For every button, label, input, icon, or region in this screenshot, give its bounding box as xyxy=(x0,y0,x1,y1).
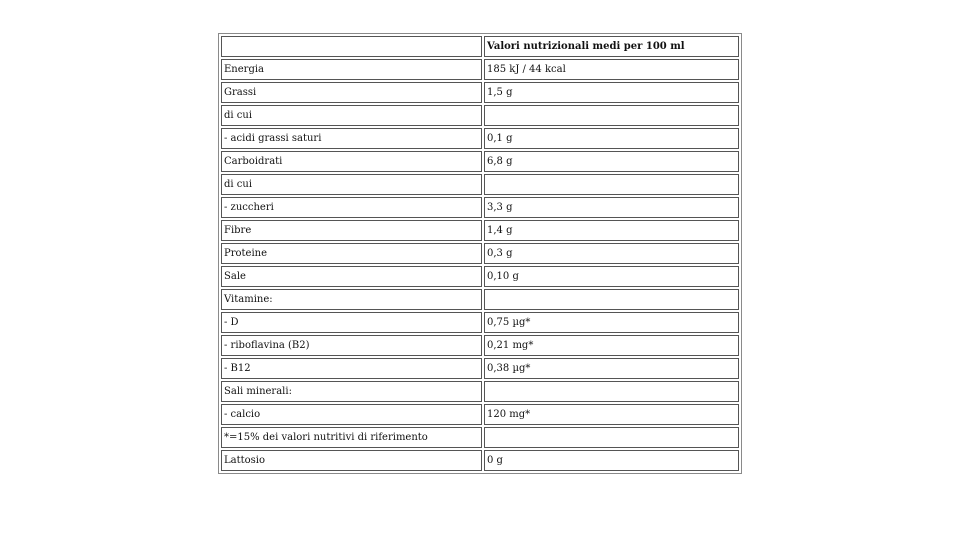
table-row xyxy=(221,427,739,448)
table-row xyxy=(221,381,739,402)
row-label: - calcio xyxy=(221,404,482,425)
table-row xyxy=(221,358,739,379)
row-value xyxy=(484,381,739,402)
nutrition-table xyxy=(218,33,742,474)
row-value: 6,8 g xyxy=(484,151,739,172)
table-row xyxy=(221,128,739,149)
table-row xyxy=(221,174,739,195)
table-row xyxy=(221,151,739,172)
table-row xyxy=(221,335,739,356)
header-label-cell xyxy=(221,36,482,57)
row-value: 0,75 µg* xyxy=(484,312,739,333)
table-row xyxy=(221,197,739,218)
nutrition-table-body xyxy=(221,36,739,471)
row-label: Carboidrati xyxy=(221,151,482,172)
table-row xyxy=(221,312,739,333)
row-label: - zuccheri xyxy=(221,197,482,218)
table-row xyxy=(221,82,739,103)
row-value: 0,38 µg* xyxy=(484,358,739,379)
row-label: Proteine xyxy=(221,243,482,264)
table-row xyxy=(221,450,739,471)
row-label: Energia xyxy=(221,59,482,80)
row-value xyxy=(484,105,739,126)
row-label: Sale xyxy=(221,266,482,287)
row-label: di cui xyxy=(221,105,482,126)
row-value xyxy=(484,427,739,448)
row-value: 0,10 g xyxy=(484,266,739,287)
row-value: 0,21 mg* xyxy=(484,335,739,356)
row-value: 0,3 g xyxy=(484,243,739,264)
row-label: *=15% dei valori nutritivi di riferimento xyxy=(221,427,482,448)
row-label: - D xyxy=(221,312,482,333)
row-value: 185 kJ / 44 kcal xyxy=(484,59,739,80)
row-value: 0 g xyxy=(484,450,739,471)
table-header-row xyxy=(221,36,739,57)
table-row xyxy=(221,266,739,287)
row-value: 1,5 g xyxy=(484,82,739,103)
row-value: 1,4 g xyxy=(484,220,739,241)
row-value: 120 mg* xyxy=(484,404,739,425)
row-label: Grassi xyxy=(221,82,482,103)
row-label: - acidi grassi saturi xyxy=(221,128,482,149)
table-row xyxy=(221,220,739,241)
row-value xyxy=(484,174,739,195)
row-value: 3,3 g xyxy=(484,197,739,218)
row-label: di cui xyxy=(221,174,482,195)
row-label: Vitamine: xyxy=(221,289,482,310)
table-row xyxy=(221,105,739,126)
row-value: 0,1 g xyxy=(484,128,739,149)
row-label: Sali minerali: xyxy=(221,381,482,402)
table-row xyxy=(221,289,739,310)
row-value xyxy=(484,289,739,310)
row-label: - B12 xyxy=(221,358,482,379)
row-label: Lattosio xyxy=(221,450,482,471)
row-label: - riboflavina (B2) xyxy=(221,335,482,356)
table-row xyxy=(221,59,739,80)
row-label: Fibre xyxy=(221,220,482,241)
table-row xyxy=(221,243,739,264)
table-row xyxy=(221,404,739,425)
header-value-cell: Valori nutrizionali medi per 100 ml xyxy=(484,36,739,57)
